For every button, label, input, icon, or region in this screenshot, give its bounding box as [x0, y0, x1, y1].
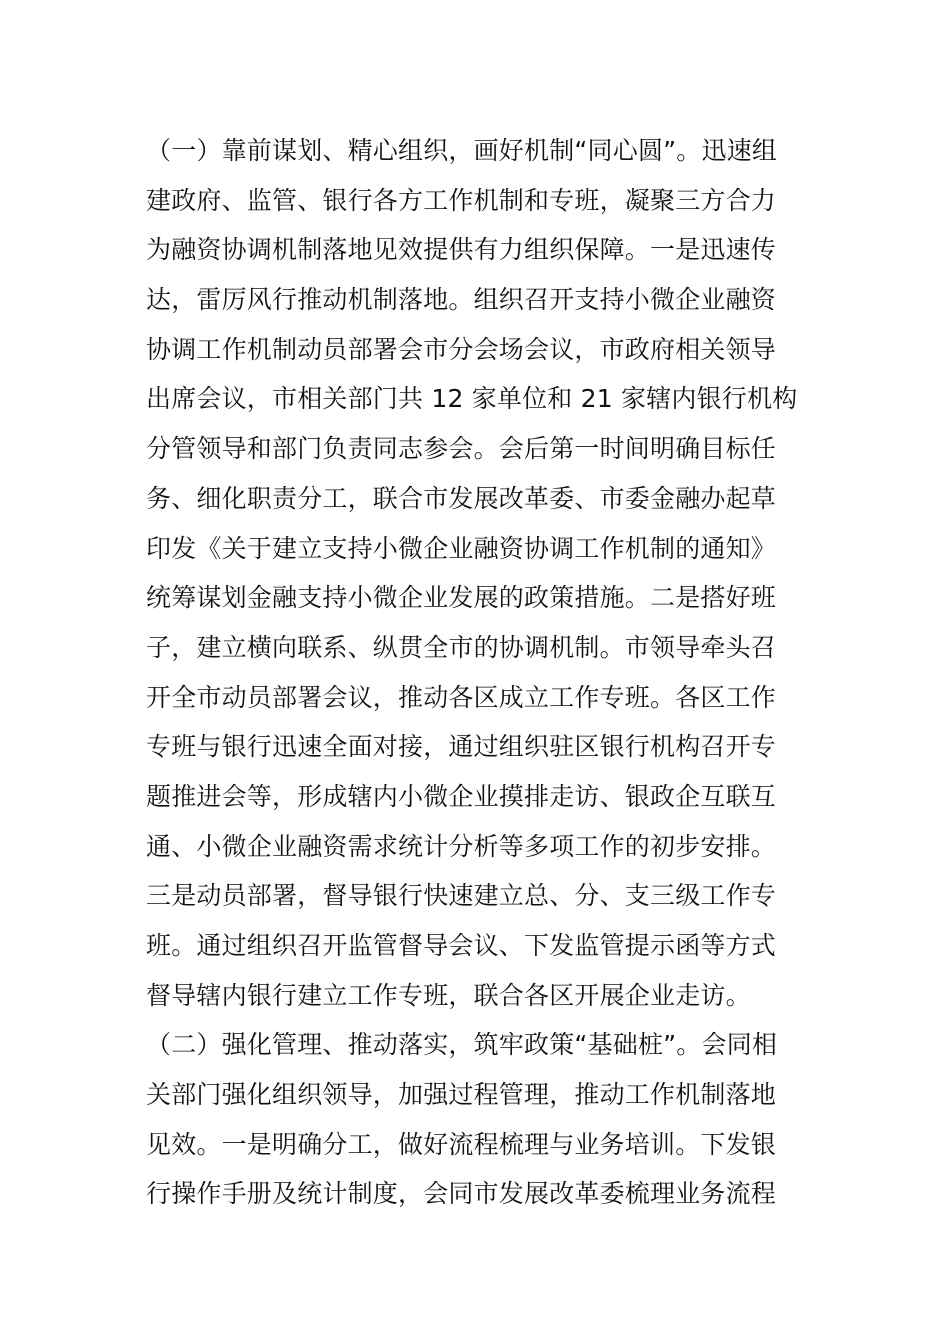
- text-line: 题推进会等，形成辖内小微企业摸排走访、银政企互联互: [146, 781, 777, 811]
- text-line: 专班与银行迅速全面对接，通过组织驻区银行机构召开专: [146, 732, 777, 762]
- text-line: 开全市动员部署会议，推动各区成立工作专班。各区工作: [146, 682, 777, 712]
- text-line: 三是动员部署，督导银行快速建立总、分、支三级工作专: [146, 881, 777, 911]
- text-line: 协调工作机制动员部署会市分会场会议，市政府相关领导: [146, 334, 777, 364]
- text-line: 建政府、监管、银行各方工作机制和专班，凝聚三方合力: [146, 185, 777, 215]
- text-line: 关部门强化组织领导，加强过程管理，推动工作机制落地: [146, 1080, 777, 1110]
- text-line: 分管领导和部门负责同志参会。会后第一时间明确目标任: [146, 434, 777, 464]
- text-line: 行操作手册及统计制度，会同市发展改革委梳理业务流程: [146, 1179, 777, 1209]
- text-line: 印发《关于建立支持小微企业融资协调工作机制的通知》: [146, 533, 777, 563]
- text-line: 见效。一是明确分工，做好流程梳理与业务培训。下发银: [146, 1129, 777, 1159]
- text-line: 为融资协调机制落地见效提供有力组织保障。一是迅速传: [146, 235, 777, 265]
- text-line: 督导辖内银行建立工作专班，联合各区开展企业走访。: [146, 980, 751, 1010]
- body-text: [146, 126, 816, 1219]
- text-line: 务、细化职责分工，联合市发展改革委、市委金融办起草: [146, 483, 777, 513]
- text-line: 统筹谋划金融支持小微企业发展的政策措施。二是搭好班: [146, 583, 777, 613]
- text-line: 通、小微企业融资需求统计分析等多项工作的初步安排。: [146, 831, 777, 861]
- text-line: 班。通过组织召开监管督导会议、下发监管提示函等方式: [146, 931, 777, 960]
- text-line: 子，建立横向联系、纵贯全市的协调机制。市领导牵头召: [146, 632, 777, 662]
- text-line: 出席会议，市相关部门共 12 家单位和 21 家辖内银行机构: [146, 384, 798, 414]
- text-line: （一）靠前谋划、精心组织，画好机制“同心圆”。迅速组: [146, 136, 778, 165]
- text-line: 达，雷厉风行推动机制落地。组织召开支持小微企业融资: [146, 285, 777, 315]
- text-line: （二）强化管理、推动落实，筑牢政策“基础桩”。会同相: [146, 1030, 778, 1060]
